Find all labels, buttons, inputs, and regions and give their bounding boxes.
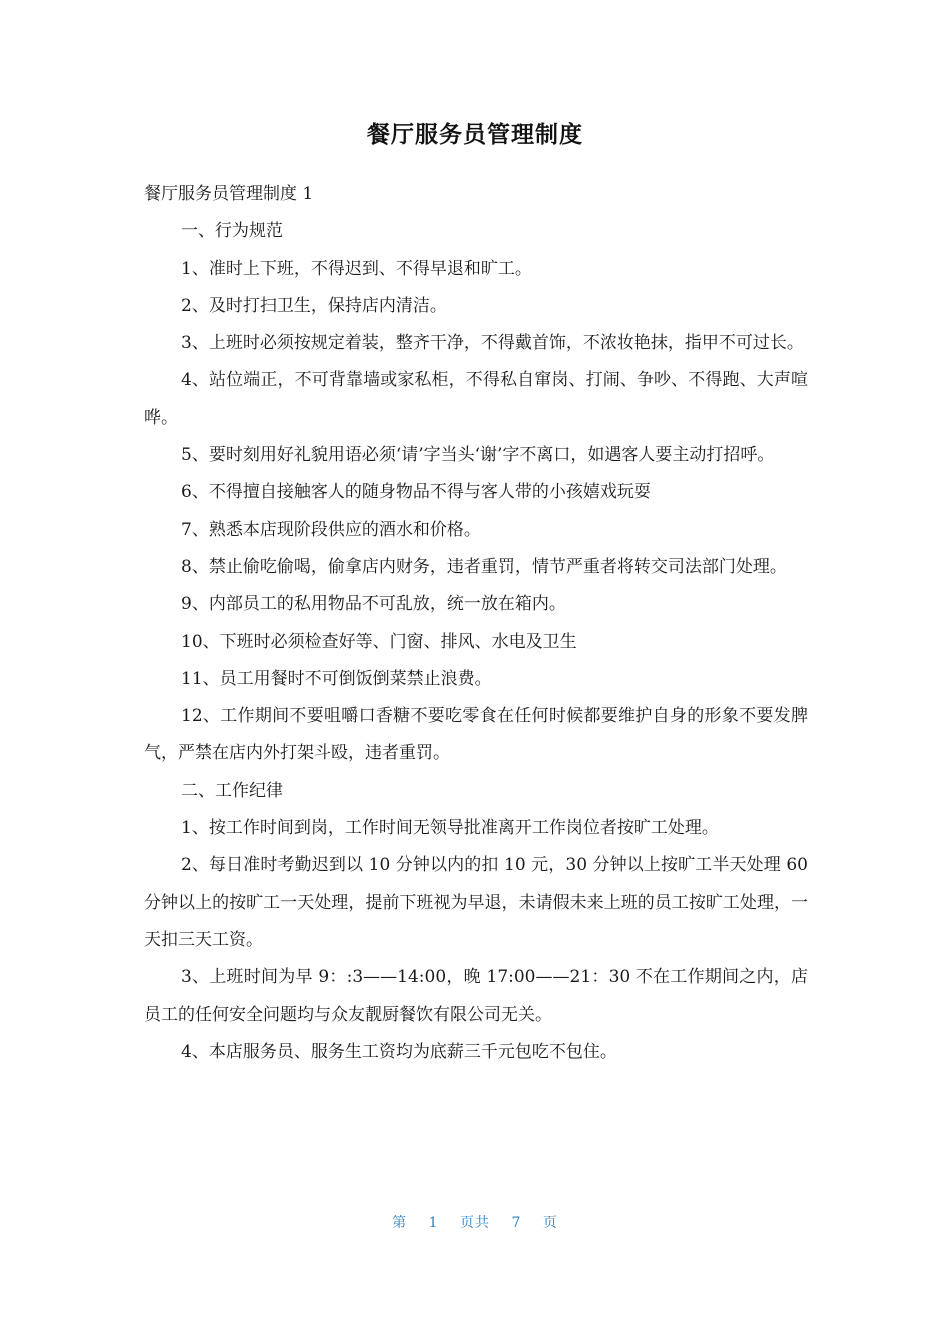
paragraph: 4、本店服务员、服务生工资均为底薪三千元包吃不包住。	[181, 1041, 617, 1062]
page-footer	[0, 1212, 950, 1232]
paragraph: 4、站位端正，不可背靠墙或家私柜，不得私自窜岗、打闹、争吵、不得跑、大声喧哗。	[144, 370, 808, 428]
footer-prefix: 第	[392, 1215, 408, 1231]
document-title: 餐厅服务员管理制度	[367, 122, 583, 148]
paragraph: 2、每日准时考勤迟到以 10 分钟以内的扣 10 元，30 分钟以上按旷工半天处理 60 分钟以上的按旷工一天处理，提前下班视为早退，未请假未来上班的员工按旷工处理，一天扣三天工资。	[144, 855, 808, 950]
paragraph: 1、按工作时间到岗，工作时间无领导批准离开工作岗位者按旷工处理。	[181, 818, 719, 839]
paragraph: 餐厅服务员管理制度 1	[144, 184, 314, 204]
current-page-number: 1	[428, 1215, 439, 1231]
paragraph: 3、上班时必须按规定着装，整齐干净，不得戴首饰，不浓妆艳抹，指甲不可过长。	[181, 333, 804, 354]
paragraph: 10、下班时必须检查好等、门窗、排风、水电及卫生	[181, 631, 577, 652]
paragraph: 12、工作期间不要咀嚼口香糖不要吃零食在任何时候都要维护自身的形象不要发脾气，严禁在店内外打架斗殴，违者重罚。	[144, 706, 808, 764]
paragraph: 9、内部员工的私用物品不可乱放，统一放在箱内。	[181, 594, 566, 615]
paragraph: 11、员工用餐时不可倒饭倒菜禁止浪费。	[181, 668, 492, 689]
paragraph: 7、熟悉本店现阶段供应的酒水和价格。	[181, 519, 481, 540]
paragraph: 3、上班时间为早 9：:3——14:00，晚 17:00——21：30 不在工作期间之内，店员工的任何安全问题均与众友靓厨餐饮有限公司无关。	[144, 967, 808, 1025]
paragraph: 1、准时上下班，不得迟到、不得早退和旷工。	[181, 258, 532, 279]
section-heading: 一、行为规范	[181, 221, 283, 242]
paragraph: 5、要时刻用好礼貌用语必须‘请’字当头‘谢’字不离口，如遇客人要主动打招呼。	[181, 445, 775, 466]
paragraph: 6、不得擅自接触客人的随身物品不得与客人带的小孩嬉戏玩耍	[181, 482, 651, 503]
paragraph: 2、及时打扫卫生，保持店内清洁。	[181, 295, 447, 316]
total-pages-number: 7	[511, 1215, 522, 1231]
document-body	[144, 176, 808, 1071]
footer-middle: 页共	[460, 1215, 490, 1231]
section-heading: 二、工作纪律	[181, 780, 283, 801]
footer-suffix: 页	[542, 1215, 558, 1231]
paragraph: 8、禁止偷吃偷喝，偷拿店内财务，违者重罚，情节严重者将转交司法部门处理。	[181, 556, 787, 577]
